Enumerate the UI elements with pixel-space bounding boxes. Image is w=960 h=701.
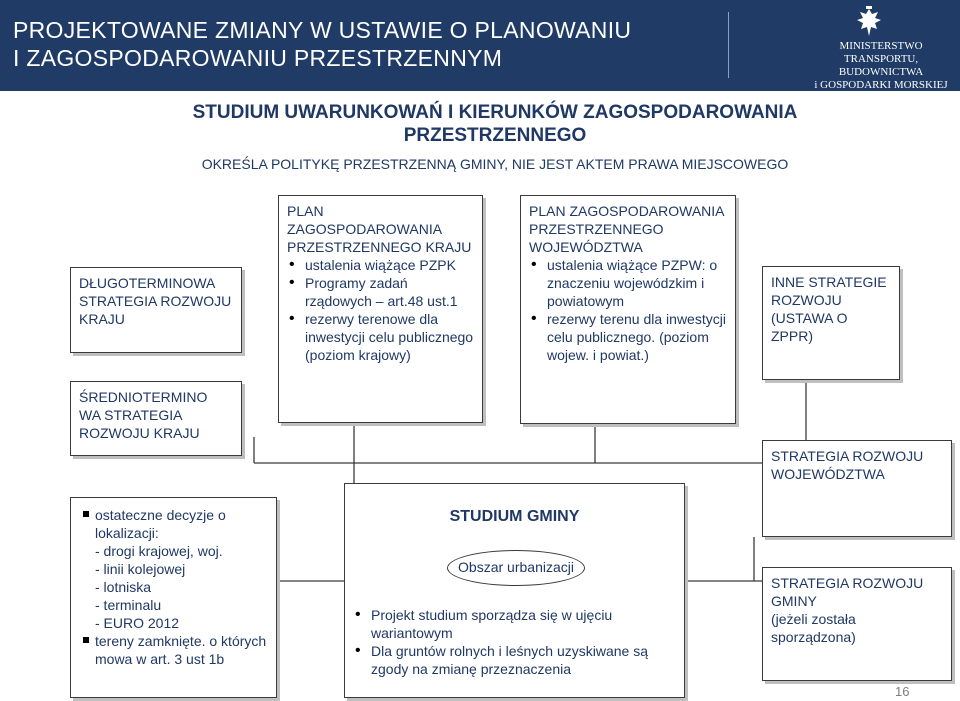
slide-title-line1: PROJEKTOWANE ZMIANY W USTAWIE O PLANOWANIU [13,17,632,43]
commune-study-item: • Dla gruntów rolnych i leśnych uzyskiwane są zgody na zmianę przeznaczenia [353,642,676,678]
mid-term-strategy-box [70,381,242,456]
commune-strategy-note: (jeżeli została sporządzona) [771,611,856,645]
voivodeship-plan-title: PLAN ZAGOSPODAROWANIA PRZESTRZENNEGO WOJEWÓDZTWA [529,203,724,255]
long-term-strategy-box [70,267,242,353]
page-number: 16 [895,684,910,699]
decision-item: - lotniska [95,579,152,595]
decision-item: - linii kolejowej [95,561,186,577]
decision-item: - EURO 2012 [95,615,180,631]
voivodeship-plan-item: • rezerwy terenu dla inwestycji celu publicznego. (poziom wojew. i powiat.) [529,310,727,364]
national-plan-title: PLAN ZAGOSPODAROWANIA PRZESTRZENNEGO KRAJU [287,203,472,255]
commune-strategy-box [762,567,952,681]
national-plan-item: • rezerwy terenowe dla inwestycji celu publicznego (poziom krajowy) [287,310,474,364]
ministry-line1: MINISTERSTWO [839,40,923,52]
national-plan-item: • Programy zadań rządowych – art.48 ust.1 [287,274,474,310]
voivodeship-plan-item: • ustalenia wiążące PZPW: o znaczeniu wojewódzkim i powiatowym [529,256,727,310]
voivodeship-plan-list [529,256,727,364]
ministry-line3: i GOSPODARKI MORSKIEJ [814,79,948,91]
location-decisions-list [83,506,268,668]
slide-title-line2: I ZAGOSPODAROWANIU PRZESTRZENNYM [13,45,503,71]
mid-term-strategy-line1: ŚREDNIOTERMINO [79,389,208,405]
location-decisions-box [70,497,277,698]
other-strategies-box [762,266,900,380]
studium-heading-line1: STUDIUM UWARUNKOWAŃ I KIERUNKÓW ZAGOSPODAROWANIA [192,102,798,123]
commune-strategy-label: STRATEGIA ROZWOJU GMINY [771,575,924,609]
mid-term-strategy-line2: WA STRATEGIA ROZWOJU KRAJU [79,407,200,441]
national-plan-list [287,256,474,364]
other-strategies-label: INNE STRATEGIE ROZWOJU (USTAWA O ZPPR) [771,274,887,344]
decision-item: - drogi krajowej, woj. [95,543,223,559]
voivodeship-strategy-label: STRATEGIA ROZWOJU WOJEWÓDZTWA [771,448,924,482]
commune-study-item: • Projekt studium sporządza się w ujęciu wariantowym [353,606,676,642]
ministry-line2: TRANSPORTU, BUDOWNICTWA [838,53,924,78]
commune-study-box [344,483,685,698]
decision-item: tereny zamknięte. o których mowa w art. 3 ust 1b [83,632,268,668]
studium-subtitle: OKREŚLA POLITYKĘ PRZESTRZENNĄ GMINY, NIE JEST AKTEM PRAWA MIEJSCOWEGO [201,156,789,172]
long-term-strategy-label: DŁUGOTERMINOWA STRATEGIA ROZWOJU KRAJU [79,275,232,327]
voivodeship-strategy-box [762,440,952,537]
studium-heading-line2: PRZESTRZENNEGO [403,125,587,146]
commune-study-list [353,606,676,678]
voivodeship-plan-box [520,195,736,424]
urbanization-area-ellipse: Obszar urbanizacji [447,550,585,586]
national-plan-box [278,195,483,423]
decision-item: ostateczne decyzje o lokalizacji: [83,506,268,542]
commune-study-title: STUDIUM GMINY [449,508,580,525]
decision-item: - terminalu [95,597,162,613]
national-plan-item: • ustalenia wiążące PZPK [287,256,474,274]
